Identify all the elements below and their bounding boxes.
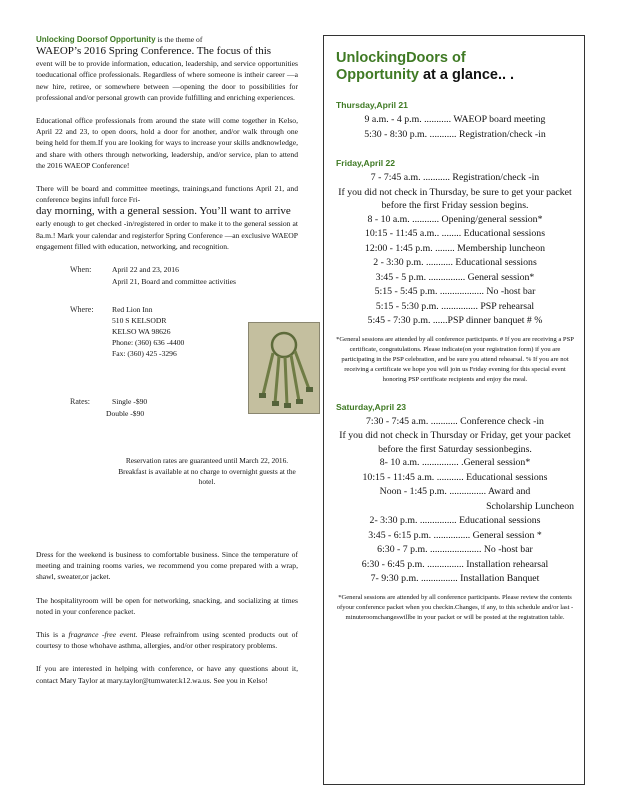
paragraph-dress: Dress for the weekend is business to comfortable business. Since the temperature of meeting and training rooms varies, we recommend you come prepared with a wrap, shawl, sweater,or jacket. [36, 550, 298, 582]
schedule-row: 9 a.m. - 4 p.m. ........... WAEOP board meeting [364, 114, 546, 125]
schedule-row: 7- 9:30 p.m. ............... Installation Banquet [370, 573, 540, 585]
schedule-row: 2 - 3:30 p.m. ........... Educational sessions [373, 257, 537, 268]
where-city: KELSO WA 98626 [112, 327, 171, 337]
schedule-row: 3:45 - 6:15 p.m. ............... General session * [368, 529, 542, 541]
where-venue: Red Lion Inn [112, 305, 153, 315]
schedule-row: 5:15 - 5:30 p.m. ............... PSP rehearsal [375, 300, 535, 312]
rates-single: Single -$90 [112, 397, 148, 407]
reservation-note: Reservation rates are guaranteed until March 22, 2016. Breakfast is available at no charge to overnight guests at the hotel. [118, 456, 296, 487]
where-street: 510 S KELSODR [112, 316, 167, 326]
focus-line: WAEOP’s 2016 Spring Conference. The focus of this [36, 45, 272, 58]
paragraph-come-together: Educational office professionals from around the state will come together in Kelso, April 22 and 23, to open doors, hold a door for another, and/or walk through one being held for them.If you are looking for ways to increase your skills andknowledge, and share with others through networking, leadership, and/or service, plan to attend the 2016 WAEOP Conference! [36, 116, 298, 170]
schedule-row: 8 - 10 a.m. ........... Opening/general session* [367, 213, 543, 225]
when-board: April 21, Board and committee activities [112, 277, 236, 287]
when-label: When: [70, 265, 92, 275]
friday-heading: Friday,April 22 [336, 158, 396, 168]
intro-paragraph: Unlocking Doorsof Opportunity is the theme of WAEOP’s 2016 Spring Conference. The focus of this event will be to provide information, education, leadership, and service opportunities toeducational office professionals. Regardless of where someone is intheir career —a new hire, retiree, or somewhere between —opening the door to possibilities for professional and/or personal growth can provide fulfilling and enriching experiences. [36, 35, 298, 102]
saturday-heading: Saturday,April 23 [336, 401, 407, 412]
schedule-row: 7:30 - 7:45 a.m. ........... Conference check -in [366, 415, 544, 427]
schedule-row: 12:00 - 1:45 p.m. ........ Membership luncheon [364, 242, 546, 254]
schedule-row: 5:15 - 5:45 p.m. .................. No -host bar [374, 286, 536, 297]
glance-title: UnlockingDoors of Opportunity at a glance.. . [336, 50, 515, 83]
schedule-row: 10:15 - 11:45 a.m. ........... Educational sessions [362, 471, 548, 483]
keys-image [248, 322, 320, 414]
when-date: April 22 and 23, 2016 [112, 265, 179, 275]
friday-footnotes: *General sessions are attended by all conference participants. # If you are receiving a PSP certificate, congratulations. Please indicate(on your registration form) if you are participating in the PSP celebration, and be sure you attend rehearsal. % If you are not receiving a certificate we hope you will join us Friday evening for this special event honoring PSP certificate recipients and enjoy the meal. [336, 335, 574, 384]
paragraph-schedule: There will be board and committee meetings, trainings,and functions April 21, and conference begins infull force Fri- day morning, with a general session. You’ll want to arrive early enough to get checked -in/registered in order to make it to the general session at 8a.m.! Mark your calendar and registerfor Spring Conference —an exclusive WAEOP engagement filled with education, networking, and recognition. [36, 184, 298, 251]
rates-label: Rates: [70, 397, 90, 407]
schedule-row: 8- 10 a.m. ............... .General session* [379, 457, 531, 469]
fragrance-free-emphasis: fragrance -free event [68, 630, 136, 640]
where-phone: Phone: (360) 636 -4400 [112, 338, 185, 348]
where-fax: Fax: (360) 425 -3296 [112, 349, 177, 359]
at-a-glance-box [323, 35, 585, 785]
schedule-row: 10:15 - 11:45 a.m.. ........ Educational sessions [364, 228, 546, 239]
saturday-checkin-note: If you did not check in Thursday or Friday, get your packet before the first Saturday sessionbegins. [339, 430, 571, 455]
schedule-row: 2- 3:30 p.m. ............... Educational sessions [369, 515, 541, 527]
schedule-row: 6:30 - 6:45 p.m. ............... Installation rehearsal [361, 558, 549, 570]
paragraph-hospitality: The hospitalityroom will be open for networking, snacking, and socializing at times noted in your conference packet. [36, 595, 298, 616]
saturday-footnotes: *General sessions are attended by all conference participants. Please review the contents ofyour conference packet when you checkin.Changes, if any, to this schedule and/or last -minuteroomchangeswillbe in your packet or will be posted at the registration table. [336, 593, 574, 621]
schedule-row: Scholarship Luncheon [486, 500, 574, 512]
schedule-row: 5:30 - 8:30 p.m. ........... Registration/check -in [364, 128, 546, 140]
theme-heading: Unlocking Doorsof Opportunity [36, 35, 156, 44]
left-column [36, 34, 298, 698]
schedule-row: 5:45 - 7:30 p.m. ......PSP dinner banquet # % [367, 315, 543, 326]
schedule-row: 3:45 - 5 p.m. ............... General session* [375, 271, 535, 283]
paragraph-fragrance: This is a fragrance -free event. Please refrainfrom using scented products out of courtesy to those whohave asthma, allergies, and/or other respiratory problems. [36, 630, 298, 651]
schedule-row: Noon - 1:45 p.m. ............... Award and [379, 486, 531, 498]
schedule-row: 6:30 - 7 p.m. ..................... No -host bar [377, 544, 533, 556]
where-label: Where: [70, 305, 94, 315]
schedule-row: 7 - 7:45 a.m. ........... Registration/check -in [370, 172, 540, 183]
event-info [36, 264, 298, 539]
rates-double: Double -$90 [106, 409, 145, 419]
thursday-heading: Thursday,April 21 [336, 100, 408, 110]
paragraph-contact: If you are interested in helping with conference, or have any questions about it, contact Mary Taylor at mary.taylor@tumwater.k12.wa.us. See you in Kelso! [36, 664, 298, 685]
friday-checkin-note: If you did not check in Thursday, be sure to get your packet before the first Friday session begins. [338, 186, 572, 211]
